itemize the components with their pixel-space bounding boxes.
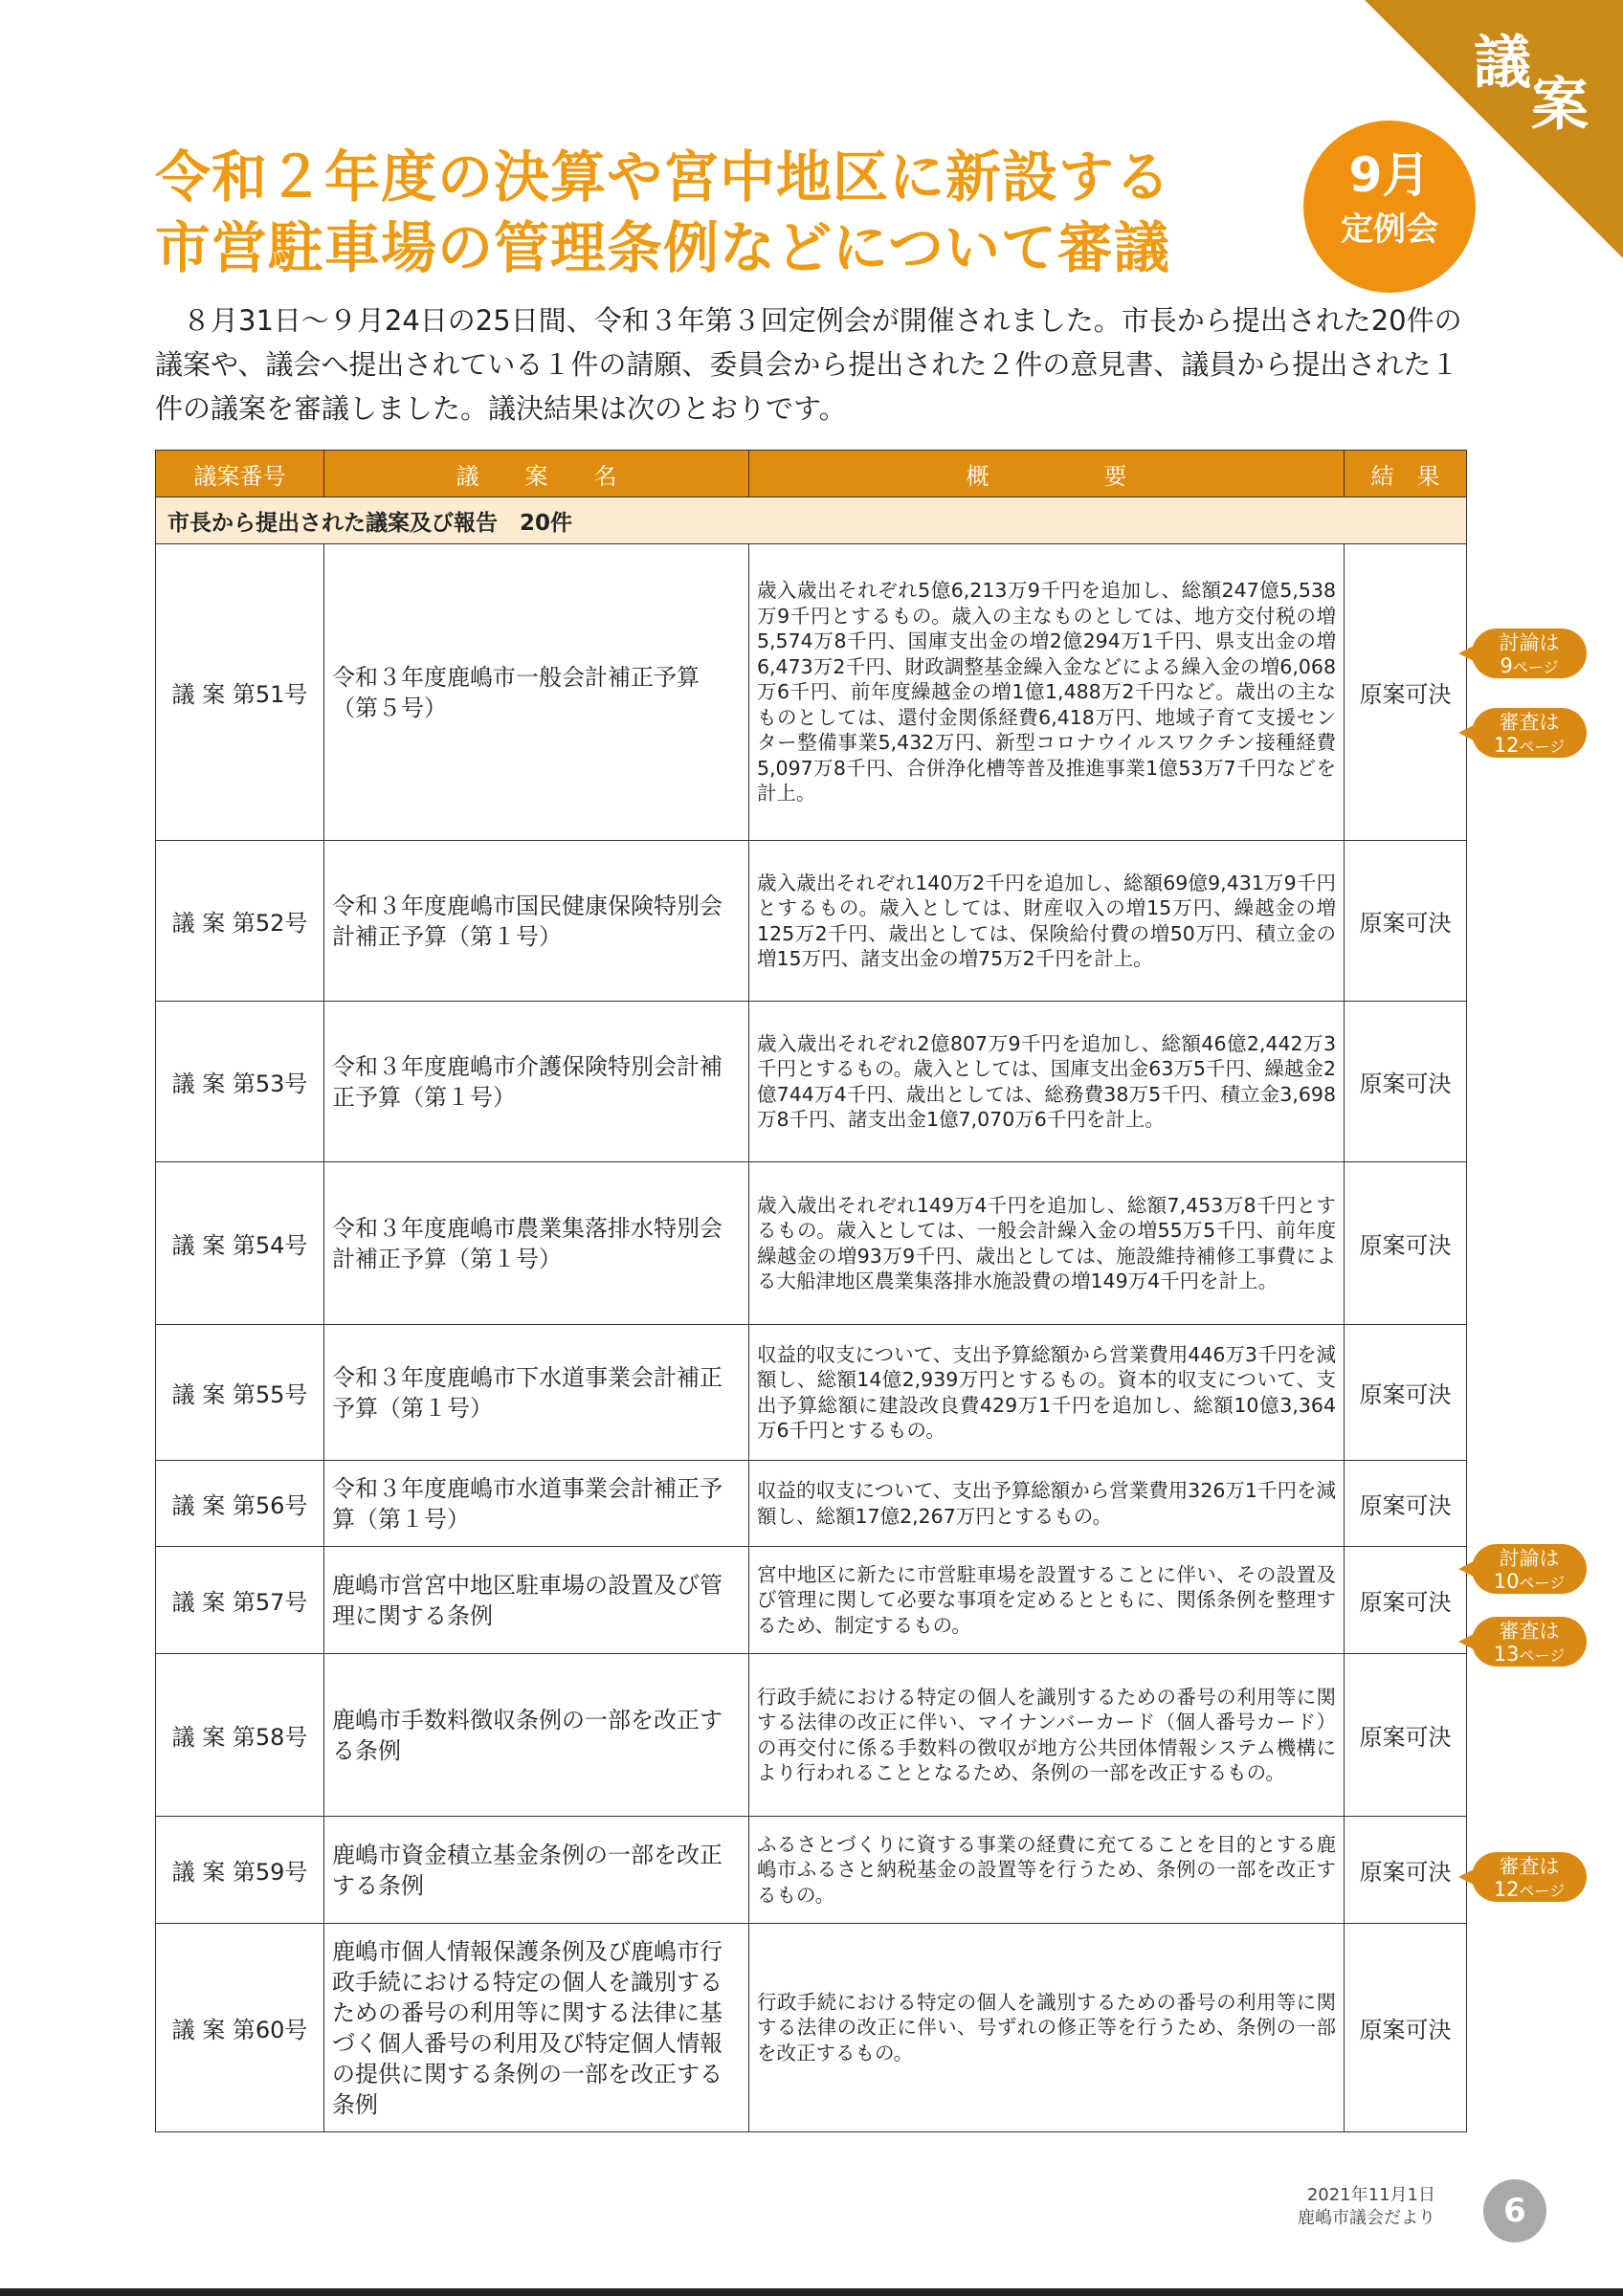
bill-summary: 歳入歳出それぞれ140万2千円を追加し、総額69億9,431万9千円とするもの。歳入としては、財産収入の増15万円、繰越金の増125万2千円、歳出としては、保険給付費の増50万円、積立金の増15万円、諸支出金の増75万2千円を計上。 <box>749 841 1345 1002</box>
footer-date: 2021年11月1日 <box>1306 2185 1435 2205</box>
page-title <box>155 142 1303 283</box>
bill-name: 鹿嶋市個人情報保護条例及び鹿嶋市行政手続における特定の個人を識別するための番号の利用等に関する法律に基づく個人番号の利用及び特定個人情報の提供に関する条例の一部を改正する条例 <box>324 1924 749 2132</box>
bill-name: 令和３年度鹿嶋市一般会計補正予算（第５号） <box>324 544 749 841</box>
bill-name: 令和３年度鹿嶋市農業集落排水特別会計補正予算（第１号） <box>324 1162 749 1325</box>
bill-name: 令和３年度鹿嶋市国民健康保険特別会計補正予算（第１号） <box>324 841 749 1002</box>
bill-result: 原案可決 <box>1345 1461 1467 1547</box>
bill-number: 議 案 第56号 <box>156 1461 324 1547</box>
tag-page: 13 <box>1493 1643 1520 1666</box>
review-page-tag[interactable] <box>1472 1617 1587 1667</box>
bills-table <box>155 450 1467 2132</box>
bill-summary: ふるさとづくりに資する事業の経費に充てることを目的とする鹿嶋市ふるさと納税基金の設置等を行うため、条例の一部を改正するもの。 <box>749 1817 1345 1924</box>
section-label: 市長から提出された議案及び報告 20件 <box>156 497 1467 544</box>
section-row <box>156 497 1467 544</box>
bill-number: 議 案 第53号 <box>156 1002 324 1162</box>
debate-page-tag[interactable] <box>1472 629 1587 678</box>
bill-result: 原案可決 <box>1345 1325 1467 1461</box>
header-bill-name: 議 案 名 <box>324 451 749 497</box>
intro-paragraph: ８月31日～９月24日の25日間、令和３年第３回定例会が開催されました。市長から提出された20件の議案や、議会へ提出されている１件の請願、委員会から提出された２件の意見書、議員から提出された１件の議案を審議しました。議決結果は次のとおりです。 <box>155 304 1462 425</box>
tag-page: 12 <box>1493 1878 1520 1901</box>
tag-label: 審査は <box>1499 1620 1560 1643</box>
bill-number: 議 案 第52号 <box>156 841 324 1002</box>
bill-summary: 収益的収支について、支出予算総額から営業費用326万1千円を減額し、総額17億2,267万円とするもの。 <box>749 1461 1345 1547</box>
tag-page: 10 <box>1493 1570 1520 1593</box>
title-line-1: 令和２年度の決算や宮中地区に新設する <box>155 144 1172 210</box>
bill-summary: 歳入歳出それぞれ149万4千円を追加し、総額7,453万8千円とするもの。歳入としては、一般会計繰入金の増55万5千円、前年度繰越金の増93万9千円、歳出としては、施設維持補修工事費による大船津地区農業集落排水施設費の増149万4千円を計上。 <box>749 1162 1345 1325</box>
header-bill-number: 議案番号 <box>156 451 324 497</box>
tag-unit: ページ <box>1512 658 1559 676</box>
header-summary: 概 要 <box>749 451 1345 497</box>
bill-result: 原案可決 <box>1345 544 1467 841</box>
bill-result: 原案可決 <box>1345 1002 1467 1162</box>
bill-summary: 収益的収支について、支出予算総額から営業費用446万3千円を減額し、総額14億2,939万円とするもの。資本的収支について、支出予算総額に建設改良費429万1千円を追加し、総額10億3,364万6千円とするもの。 <box>749 1325 1345 1461</box>
table-header-row <box>156 451 1467 497</box>
table-row <box>156 1924 1467 2132</box>
title-line-2: 市営駐車場の管理条例などについて審議 <box>155 215 1170 280</box>
bottom-rule <box>0 2288 1623 2296</box>
bill-number: 議 案 第57号 <box>156 1547 324 1654</box>
bill-summary: 歳入歳出それぞれ5億6,213万9千円を追加し、総額247億5,538万9千円とするもの。歳入の主なものとしては、地方交付税の増5,574万8千円、国庫支出金の増2億294万1千円、県支出金の増6,473万2千円、財政調整基金繰入金などによる繰入金の増6,068万6千円、前年度繰越金の増1億1,488万2千円など。歳出の主なものとしては、還付金関係経費6,418万円、地域子育て支援センター整備事業5,432万円、新型コロナウイルスワクチン接種経費5,097万8千円、合併浄化槽等普及推進事業1億53万7千円などを計上。 <box>749 544 1345 841</box>
table-row <box>156 841 1467 1002</box>
bill-result: 原案可決 <box>1345 1817 1467 1924</box>
footer <box>1244 2184 1435 2230</box>
table-row <box>156 1162 1467 1325</box>
table-row <box>156 1654 1467 1817</box>
bill-result: 原案可決 <box>1345 1924 1467 2132</box>
tag-unit: ページ <box>1519 738 1566 756</box>
table-row <box>156 1547 1467 1654</box>
bill-number: 議 案 第54号 <box>156 1162 324 1325</box>
table-row <box>156 1325 1467 1461</box>
bill-number: 議 案 第58号 <box>156 1654 324 1817</box>
bill-summary: 行政手続における特定の個人を識別するための番号の利用等に関する法律の改正に伴い、マイナンバーカード（個人番号カード）の再交付に係る手数料の徴収が地方公共団体情報システム機構により行われることとなるため、条例の一部を改正するもの。 <box>749 1654 1345 1817</box>
tag-unit: ページ <box>1519 1574 1566 1592</box>
table-row <box>156 1461 1467 1547</box>
debate-page-tag[interactable] <box>1472 1544 1587 1594</box>
header-result: 結 果 <box>1345 451 1467 497</box>
bill-number: 議 案 第55号 <box>156 1325 324 1461</box>
tag-unit: ページ <box>1519 1882 1566 1900</box>
review-page-tag[interactable] <box>1472 708 1587 758</box>
bill-name: 令和３年度鹿嶋市水道事業会計補正予算（第１号） <box>324 1461 749 1547</box>
corner-char-2: 案 <box>1531 72 1589 139</box>
bill-name: 鹿嶋市手数料徴収条例の一部を改正する条例 <box>324 1654 749 1817</box>
bill-result: 原案可決 <box>1345 1162 1467 1325</box>
tag-label: 審査は <box>1499 711 1560 734</box>
bill-number: 議 案 第60号 <box>156 1924 324 2132</box>
bill-number: 議 案 第59号 <box>156 1817 324 1924</box>
bill-name: 令和３年度鹿嶋市介護保険特別会計補正予算（第１号） <box>324 1002 749 1162</box>
tag-label: 審査は <box>1499 1855 1560 1878</box>
table-row <box>156 1817 1467 1924</box>
session-badge <box>1303 121 1476 293</box>
table-row <box>156 1002 1467 1162</box>
bill-number: 議 案 第51号 <box>156 544 324 841</box>
tag-page: 12 <box>1493 734 1520 757</box>
footer-publication: 鹿嶋市議会だより <box>1298 2208 1435 2228</box>
corner-char-1: 議 <box>1474 30 1531 97</box>
bill-result: 原案可決 <box>1345 1654 1467 1817</box>
table-row <box>156 544 1467 841</box>
page-number: 6 <box>1483 2179 1546 2242</box>
bill-result: 原案可決 <box>1345 1547 1467 1654</box>
bill-name: 鹿嶋市営宮中地区駐車場の設置及び管理に関する条例 <box>324 1547 749 1654</box>
bill-name: 令和３年度鹿嶋市下水道事業会計補正予算（第１号） <box>324 1325 749 1461</box>
bill-summary: 宮中地区に新たに市営駐車場を設置することに伴い、その設置及び管理に関して必要な事項を定めるとともに、関係条例を整理するため、制定するもの。 <box>749 1547 1345 1654</box>
tag-page: 9 <box>1500 654 1513 677</box>
tag-label: 討論は <box>1499 631 1560 654</box>
bill-summary: 歳入歳出それぞれ2億807万9千円を追加し、総額46億2,442万3千円とするもの。歳入としては、国庫支出金63万5千円、繰越金2億744万4千円、歳出としては、総務費38万5千円、積立金3,698万8千円、諸支出金1億7,070万6千円を計上。 <box>749 1002 1345 1162</box>
bill-name: 鹿嶋市資金積立基金条例の一部を改正する条例 <box>324 1817 749 1924</box>
bill-result: 原案可決 <box>1345 841 1467 1002</box>
badge-label: 定例会 <box>1341 210 1438 249</box>
badge-month: 9月 <box>1348 147 1431 203</box>
review-page-tag[interactable] <box>1472 1852 1587 1902</box>
bill-summary: 行政手続における特定の個人を識別するための番号の利用等に関する法律の改正に伴い、号ずれの修正等を行うため、条例の一部を改正するもの。 <box>749 1924 1345 2132</box>
tag-unit: ページ <box>1519 1646 1566 1665</box>
tag-label: 討論は <box>1499 1547 1560 1570</box>
